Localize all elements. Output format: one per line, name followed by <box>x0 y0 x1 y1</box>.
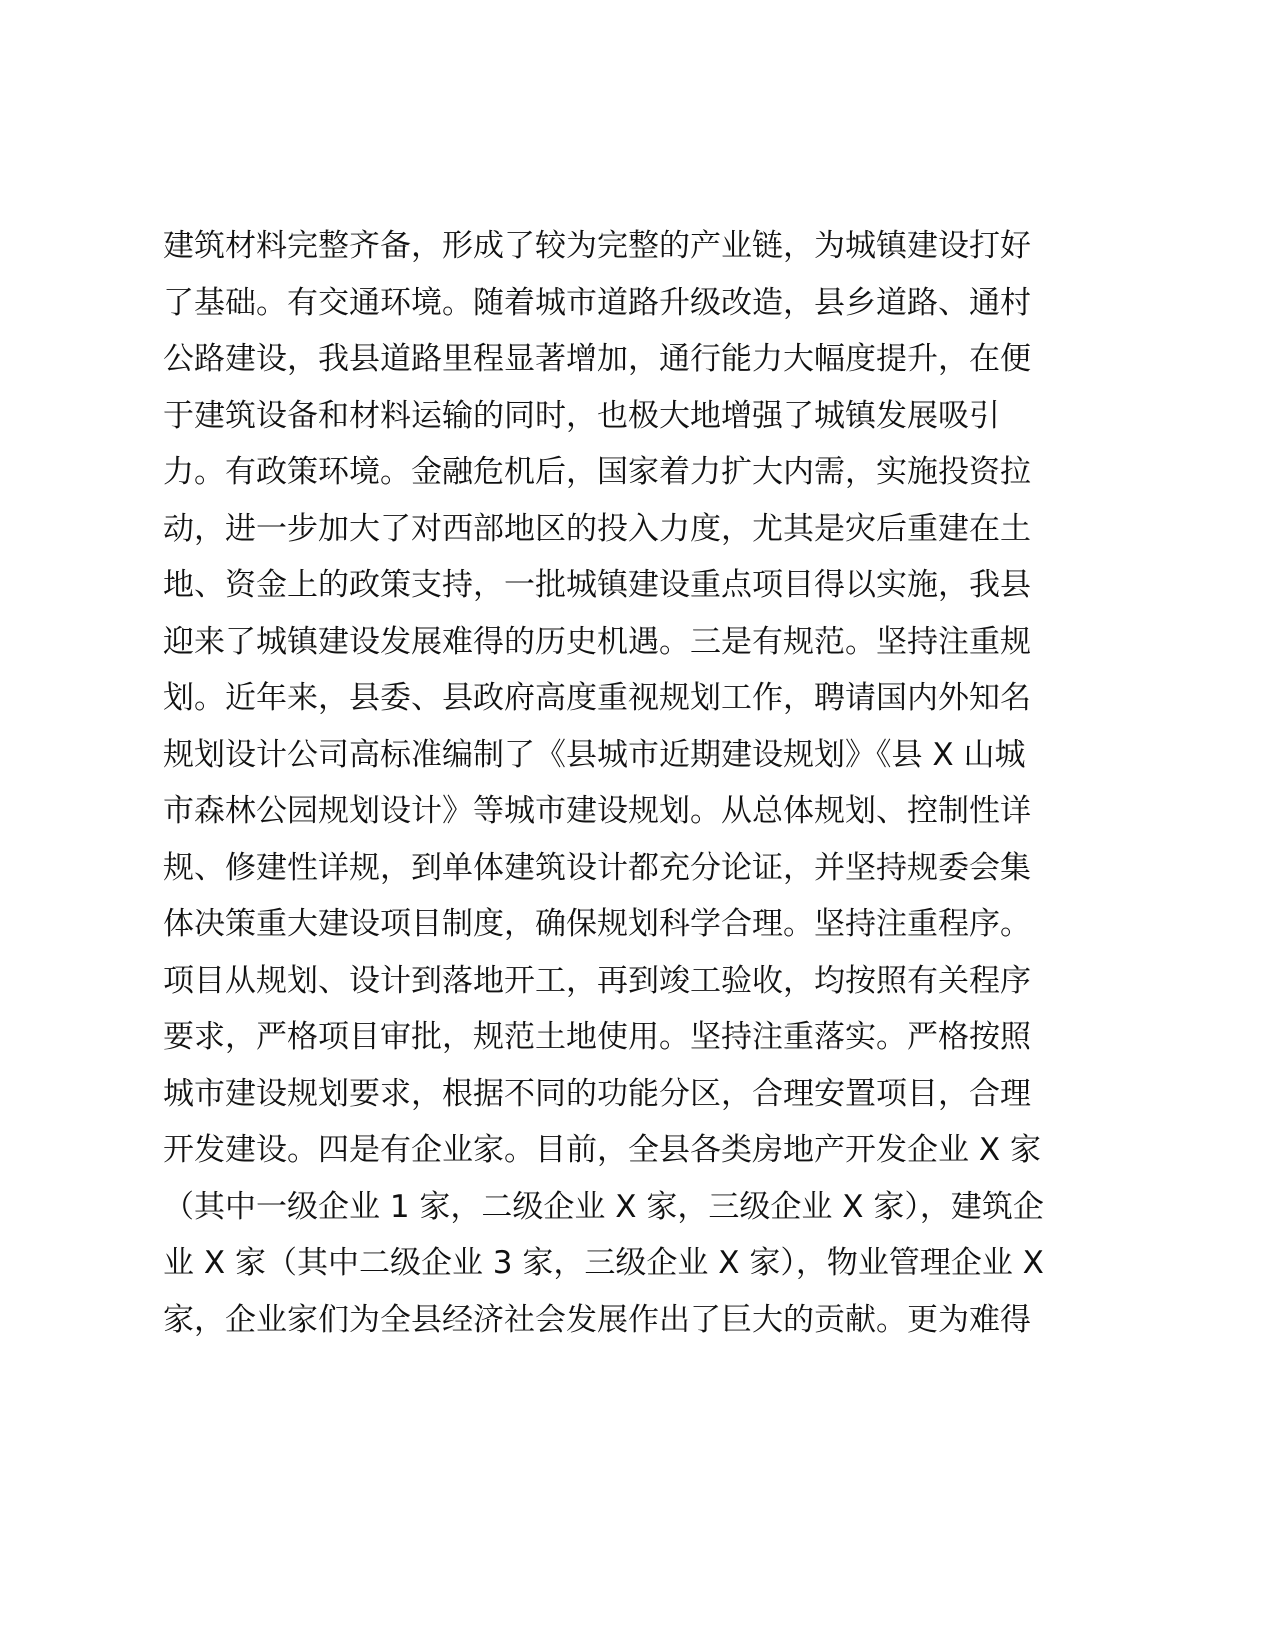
body-paragraph <box>163 218 1113 1348</box>
text-line: 业 X 家（其中二级企业 3 家，三级企业 X 家），物业管理企业 X <box>163 1245 1044 1281</box>
text-line: 于建筑设备和材料运输的同时，也极大地增强了城镇发展吸引 <box>163 397 1000 434</box>
text-line: 迎来了城镇建设发展难得的历史机遇。三是有规范。坚持注重规 <box>163 623 1031 660</box>
text-line: 体决策重大建设项目制度，确保规划科学合理。坚持注重程序。 <box>163 906 1031 942</box>
text-line: 城市建设规划要求，根据不同的功能分区，合理安置项目，合理 <box>163 1075 1031 1112</box>
text-line: 开发建设。四是有企业家。目前，全县各类房地产开发企业 X 家 <box>163 1132 1041 1168</box>
text-line: 规、修建性详规，到单体建筑设计都充分论证，并坚持规委会集 <box>163 849 1031 886</box>
text-line: 市森林公园规划设计》等城市建设规划。从总体规划、控制性详 <box>163 793 1031 829</box>
text-line: 了基础。有交通环境。随着城市道路升级改造，县乡道路、通村 <box>163 284 1031 321</box>
text-line: 力。有政策环境。金融危机后，国家着力扩大内需，实施投资拉 <box>163 454 1031 490</box>
text-line: 公路建设，我县道路里程显著增加，通行能力大幅度提升，在便 <box>163 341 1031 377</box>
text-line: 动，进一步加大了对西部地区的投入力度，尤其是灾后重建在土 <box>163 510 1031 547</box>
text-line: 家，企业家们为全县经济社会发展作出了巨大的贡献。更为难得 <box>163 1301 1031 1338</box>
text-line: 要求，严格项目审批，规范土地使用。坚持注重落实。严格按照 <box>163 1019 1031 1055</box>
text-line: 规划设计公司高标准编制了《县城市近期建设规划》《县 X 山城 <box>163 736 1026 773</box>
text-line: 建筑材料完整齐备，形成了较为完整的产业链，为城镇建设打好 <box>163 228 1031 264</box>
text-line: 划。近年来，县委、县政府高度重视规划工作，聘请国内外知名 <box>163 680 1031 716</box>
text-line: 地、资金上的政策支持，一批城镇建设重点项目得以实施，我县 <box>163 567 1031 603</box>
text-line: 项目从规划、设计到落地开工，再到竣工验收，均按照有关程序 <box>163 962 1031 999</box>
text-line: （其中一级企业 1 家，二级企业 X 家，三级企业 X 家），建筑企 <box>163 1188 1044 1225</box>
